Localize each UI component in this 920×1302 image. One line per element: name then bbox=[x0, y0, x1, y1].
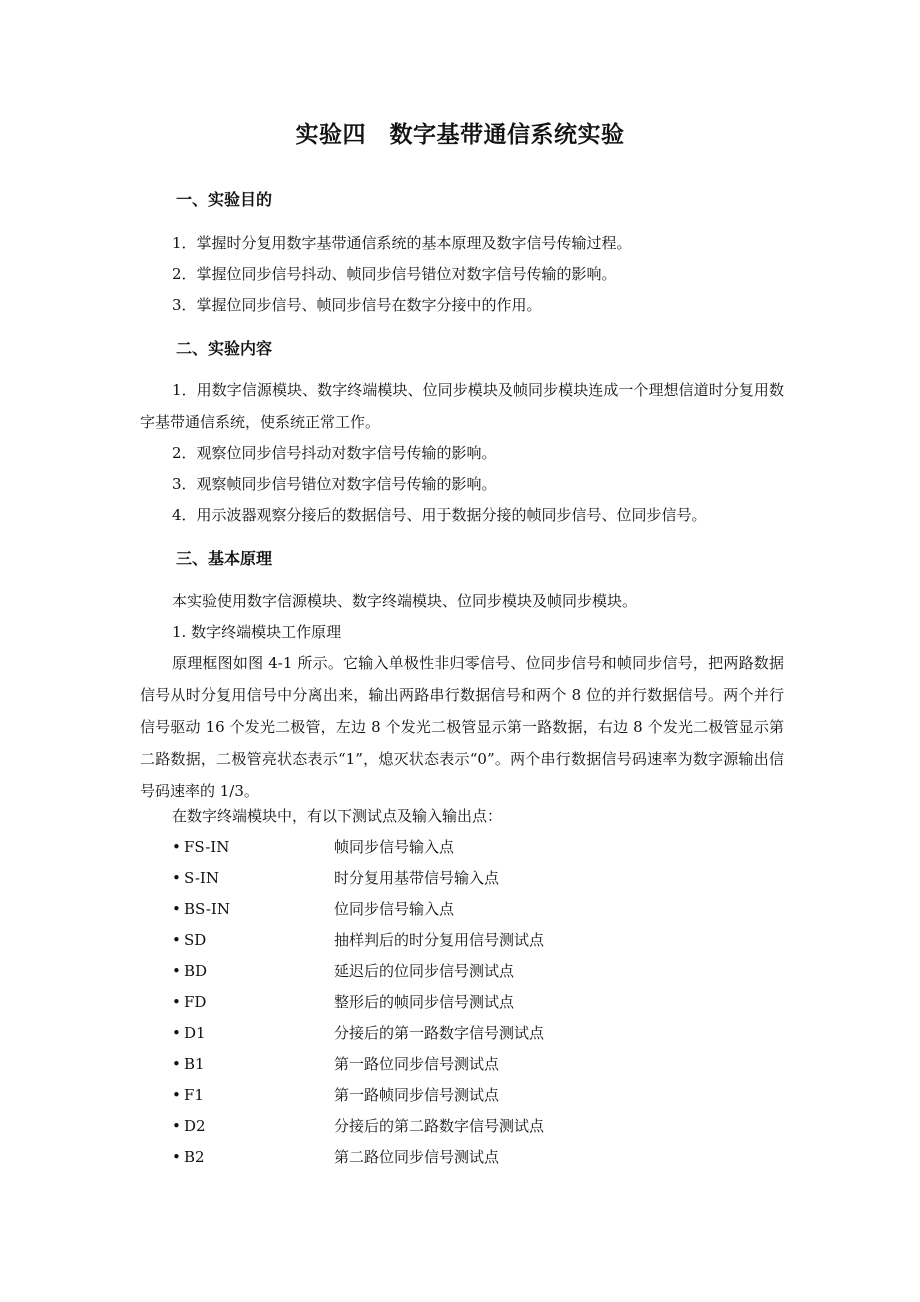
content-item: 3．观察帧同步信号错位对数字信号传输的影响。 bbox=[172, 475, 497, 493]
bullet-icon: • bbox=[172, 869, 181, 887]
test-point-description: 整形后的帧同步信号测试点 bbox=[334, 993, 515, 1011]
bullet-icon: • bbox=[172, 962, 181, 980]
content-item: 4．用示波器观察分接后的数据信号、用于数据分接的帧同步信号、位同步信号。 bbox=[172, 506, 707, 524]
test-points-intro: 在数字终端模块中，有以下测试点及输入输出点： bbox=[172, 807, 503, 825]
test-point-row bbox=[172, 835, 732, 859]
bullet-icon: • bbox=[172, 1024, 181, 1042]
objective-item: 3．掌握位同步信号、帧同步信号在数字分接中的作用。 bbox=[172, 296, 542, 314]
test-point-code: D2 bbox=[184, 1117, 206, 1135]
test-point-description: 第二路位同步信号测试点 bbox=[334, 1148, 500, 1166]
test-point-description: 位同步信号输入点 bbox=[334, 900, 455, 918]
test-point-row bbox=[172, 1145, 732, 1169]
test-point-description: 延迟后的位同步信号测试点 bbox=[334, 962, 515, 980]
test-point-row bbox=[172, 1021, 732, 1045]
test-point-code: BD bbox=[184, 962, 208, 980]
test-point-description: 第一路位同步信号测试点 bbox=[334, 1055, 500, 1073]
test-point-description: 分接后的第二路数字信号测试点 bbox=[334, 1117, 545, 1135]
bullet-icon: • bbox=[172, 993, 181, 1011]
test-point-description: 帧同步信号输入点 bbox=[334, 838, 455, 856]
test-point-description: 时分复用基带信号输入点 bbox=[334, 869, 500, 887]
bullet-icon: • bbox=[172, 1148, 181, 1166]
subsection-heading: 1. 数字终端模块工作原理 bbox=[172, 623, 342, 641]
bullet-icon: • bbox=[172, 1055, 181, 1073]
test-point-code: S-IN bbox=[184, 869, 219, 887]
bullet-icon: • bbox=[172, 1086, 181, 1104]
principle-intro: 本实验使用数字信源模块、数字终端模块、位同步模块及帧同步模块。 bbox=[172, 592, 638, 610]
test-point-row bbox=[172, 1114, 732, 1138]
test-point-row bbox=[172, 959, 732, 983]
test-point-code: FS-IN bbox=[184, 838, 230, 856]
bullet-icon: • bbox=[172, 838, 181, 856]
test-point-row bbox=[172, 1083, 732, 1107]
test-point-code: BS-IN bbox=[184, 900, 230, 918]
test-point-description: 抽样判后的时分复用信号测试点 bbox=[334, 931, 545, 949]
section-heading-objectives: 一、实验目的 bbox=[176, 190, 273, 209]
test-point-description: 第一路帧同步信号测试点 bbox=[334, 1086, 500, 1104]
section-heading-principle: 三、基本原理 bbox=[176, 549, 273, 568]
bullet-icon: • bbox=[172, 931, 181, 949]
test-point-code: D1 bbox=[184, 1024, 206, 1042]
content-item: 2．观察位同步信号抖动对数字信号传输的影响。 bbox=[172, 444, 497, 462]
test-point-row bbox=[172, 928, 732, 952]
objective-item: 1．掌握时分复用数字基带通信系统的基本原理及数字信号传输过程。 bbox=[172, 234, 632, 252]
principle-paragraph: 原理框图如图 4-1 所示。它输入单极性非归零信号、位同步信号和帧同步信号，把两路数据信号从时分复用信号中分离出来，输出两路串行数据信号和两个 8 位的并行数据信号。两个并行信号驱动 16 个发光二极管，左边 8 个发光二极管显示第一路数据，右边 8 个发光二极管显示第二路数据，二极管亮状态表示“1”，熄灭状态表示“0”。两个串行数据信号码速率为数字源输出信号码速率的 1/3。 bbox=[140, 654, 784, 800]
test-point-code: FD bbox=[184, 993, 207, 1011]
test-point-code: B2 bbox=[184, 1148, 205, 1166]
test-point-row bbox=[172, 897, 732, 921]
content-item: 1．用数字信源模块、数字终端模块、位同步模块及帧同步模块连成一个理想信道时分复用数字基带通信系统，使系统正常工作。 bbox=[140, 381, 784, 431]
objective-item: 2．掌握位同步信号抖动、帧同步信号错位对数字信号传输的影响。 bbox=[172, 265, 617, 283]
test-point-description: 分接后的第一路数字信号测试点 bbox=[334, 1024, 545, 1042]
bullet-icon: • bbox=[172, 1117, 181, 1135]
test-point-code: B1 bbox=[184, 1055, 205, 1073]
test-point-row bbox=[172, 990, 732, 1014]
page-title: 实验四 数字基带通信系统实验 bbox=[295, 122, 625, 148]
bullet-icon: • bbox=[172, 900, 181, 918]
test-point-code: F1 bbox=[184, 1086, 204, 1104]
test-point-row bbox=[172, 1052, 732, 1076]
test-point-row bbox=[172, 866, 732, 890]
test-point-code: SD bbox=[184, 931, 207, 949]
section-heading-content: 二、实验内容 bbox=[176, 339, 273, 358]
